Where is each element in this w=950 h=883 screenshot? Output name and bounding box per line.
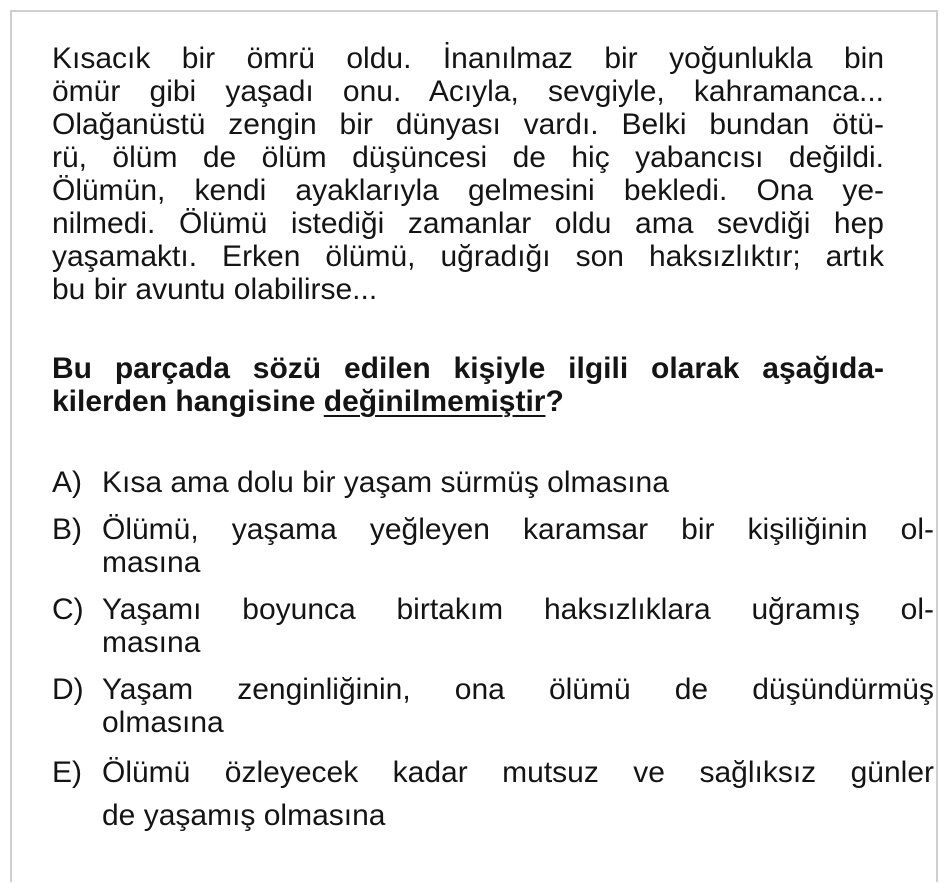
option-d-text-line-2: olmasına bbox=[102, 706, 224, 739]
passage-line: Kısacık bir ömrü oldu. İnanılmaz bir yoğunlukla bin bbox=[52, 42, 884, 75]
option-e-letter: E) bbox=[52, 756, 82, 789]
passage-line: nilmedi. Ölümü istediği zamanlar oldu ama sevdiği hep bbox=[52, 207, 884, 240]
passage-line: rü, ölüm de ölüm düşüncesi de hiç yabancısı değildi. bbox=[52, 141, 884, 174]
passage-line: Ölümün, kendi ayaklarıyla gelmesini bekledi. Ona ye- bbox=[52, 174, 884, 207]
option-b-text-line-2: masına bbox=[102, 546, 201, 579]
option-a[interactable] bbox=[52, 466, 934, 499]
passage-line: ömür gibi yaşadı onu. Acıyla, sevgiyle, kahramanca... bbox=[52, 75, 884, 108]
option-c[interactable] bbox=[52, 593, 934, 659]
option-a-letter: A) bbox=[52, 466, 82, 499]
option-e[interactable] bbox=[52, 756, 934, 832]
option-b-text-line-1: Ölümü, yaşama yeğleyen karamsar bir kişiliğinin ol- bbox=[102, 513, 934, 546]
question-stem bbox=[52, 352, 884, 418]
option-b-letter: B) bbox=[52, 513, 82, 546]
option-c-text-line-2: masına bbox=[102, 626, 201, 659]
option-c-text-line-1: Yaşamı boyunca birtakım haksızlıklara uğramış ol- bbox=[102, 593, 934, 626]
option-e-text-line-1: Ölümü özleyecek kadar mutsuz ve sağlıksız günler bbox=[102, 756, 934, 789]
question-line-2 bbox=[52, 385, 884, 418]
option-d[interactable] bbox=[52, 673, 934, 739]
question-line-2-suffix: ? bbox=[545, 385, 564, 418]
option-d-text-line-1: Yaşam zenginliğinin, ona ölümü de düşündürmüş bbox=[102, 673, 934, 706]
passage-line: Olağanüstü zengin bir dünyası vardı. Belki bundan ötü- bbox=[52, 108, 884, 141]
passage-text bbox=[52, 42, 884, 306]
question-line-1: Bu parçada sözü edilen kişiyle ilgili olarak aşağıda- bbox=[52, 352, 884, 385]
option-e-text-line-2: de yaşamış olmasına bbox=[102, 799, 386, 832]
passage-line: bu bir avuntu olabilirse... bbox=[52, 273, 378, 306]
option-b[interactable] bbox=[52, 513, 934, 579]
question-emphasis: değinilmemiştir bbox=[323, 385, 546, 418]
option-c-letter: C) bbox=[52, 593, 84, 626]
option-d-letter: D) bbox=[52, 673, 84, 706]
option-a-text: Kısa ama dolu bir yaşam sürmüş olmasına bbox=[102, 466, 669, 499]
passage-line: yaşamaktı. Erken ölümü, uğradığı son haksızlıktır; artık bbox=[52, 240, 884, 273]
question-line-2-prefix: kilerden hangisine bbox=[52, 385, 324, 418]
